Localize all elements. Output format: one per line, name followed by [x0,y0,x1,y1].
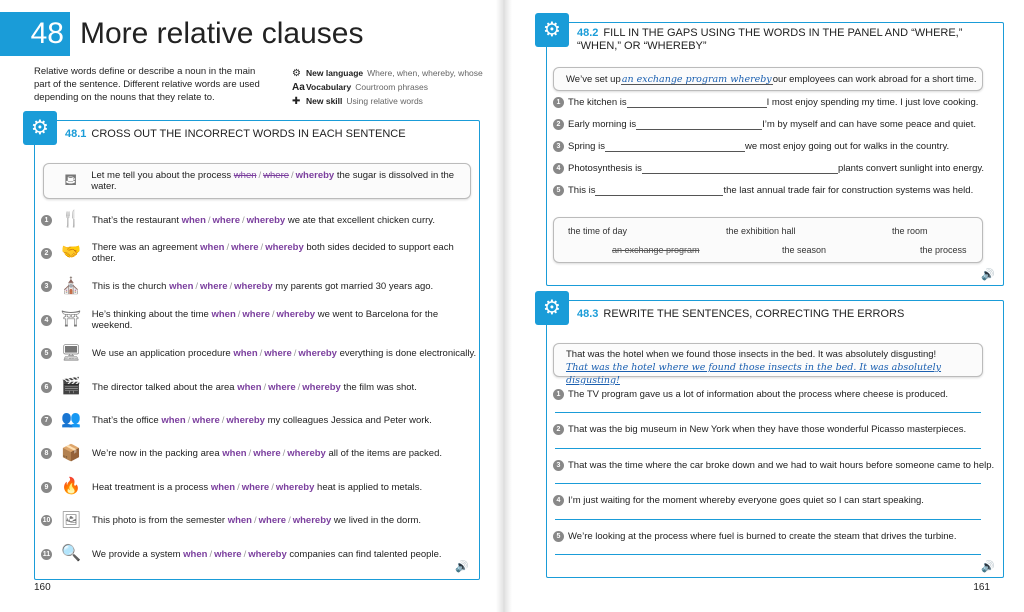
answer-line[interactable] [555,554,981,555]
item-number: 3 [553,460,564,471]
item-sentence: That’s the office when / where / whereby my colleagues Jessica and Peter work. [92,414,432,426]
option-where[interactable]: where [268,381,296,393]
item-sentence: This photo is from the semester when / where / whereby we lived in the dorm. [92,515,422,527]
option-whereby[interactable]: whereby [276,309,316,321]
item-sentence: We’re now in the packing area when / where / whereby all of the items are packed. [92,448,443,460]
gears-icon: ⚙ [292,67,301,79]
item-number: 8 [41,448,52,459]
exercise-item [41,274,433,300]
example-answer: That was the hotel where we found those insects in the bed. It was absolutely disgusting! [566,362,942,386]
item-sentence: The director talked about the area when / where / whereby the film was shot. [92,381,417,393]
handshake-icon: 🤝 [60,244,81,262]
photo-icon: 🖼 [60,511,82,529]
panel-word: the room [892,226,928,236]
aa-icon: Aa [292,81,305,93]
option-where[interactable]: where [264,348,292,360]
exercise-item: 4 Photosynthesis is plants convert sunlight into energy. [553,157,984,179]
exercise-item: 1 The TV program gave us a lot of information about the process where cheese is produced. [553,385,948,403]
puzzle-icon: ✚ [292,95,301,107]
item-number: 4 [41,315,52,326]
exercise-48-1 [31,117,480,580]
item-number: 10 [42,517,51,525]
option-whereby[interactable]: whereby [265,242,304,254]
option-when[interactable]: when [237,381,262,393]
panel-word: the exhibition hall [726,226,796,236]
exercise-item [41,374,417,400]
option-whereby[interactable]: whereby [275,481,315,493]
exercise-48-3 [543,297,1004,578]
exercise-item: 3 That was the time where the car broke down and we had to wait hours before someone came to help. [553,456,994,474]
item-number: 2 [553,119,564,130]
exercise-item: 5 We’re looking at the process where fuel is burned to create the steam that drives the turbine. [553,527,956,545]
example-box: We’ve set up an exchange program whereby our employees can work abroad for a short time. [553,67,983,91]
option-where[interactable]: where [253,448,281,460]
unit-number: 48 [0,12,70,56]
panel-word: the process [920,245,967,255]
gear-icon: ⚙ [535,13,569,47]
answer-line[interactable] [555,448,981,449]
option-where[interactable]: where [258,515,287,527]
item-sentence: This is the church when / where / whereby my parents got married 30 years ago. [92,281,434,293]
option-where[interactable]: where [212,214,240,226]
item-number: 3 [553,141,564,152]
option-when[interactable]: when [183,548,208,560]
example-box [553,343,983,386]
item-number: 2 [41,248,52,259]
option-where[interactable]: where [192,414,220,426]
item-number: 11 [42,550,51,558]
option-whereby[interactable]: whereby [234,281,273,293]
exercise-item [41,441,442,467]
exercise-item [41,508,421,534]
option-whereby[interactable]: whereby [298,348,337,360]
audio-icon[interactable]: 🔊 [455,561,469,573]
option-whereby[interactable]: whereby [226,414,265,426]
cathedral-icon: ⛩ [60,311,82,329]
gear-icon: ⚙ [23,111,57,145]
unit-meta [292,66,492,108]
item-number: 7 [41,415,52,426]
meta-new-skill: ✚ New skill Using relative words [292,95,423,107]
item-sentence: We use an application procedure when / where / whereby everything is done electronically. [92,348,477,360]
item-number: 5 [553,531,564,542]
exercise-item [41,240,479,266]
item-sentence: We provide a system when / where / whereby companies can find talented people. [92,548,442,560]
audio-icon[interactable]: 🔊 [981,561,995,573]
meta-vocabulary: Aa Vocabulary Courtroom phrases [292,81,428,93]
answer-gap[interactable] [627,97,767,108]
page-number-left: 160 [34,582,51,593]
item-sentence: There was an agreement when / where / whereby both sides decided to support each other. [91,242,454,265]
box-icon: 📦 [61,444,81,462]
answer-gap[interactable] [636,119,762,130]
office-icon: 👥 [61,411,81,429]
heat-icon: 🔥 [61,478,81,496]
answer-gap[interactable] [642,163,838,174]
item-number: 1 [41,215,52,226]
exercise-title-line2: “WHEN,” OR “WHEREBY” [577,40,707,52]
exercise-number: 48.2 [577,27,599,39]
option-whereby[interactable]: whereby [302,381,341,393]
option-when[interactable]: when [200,242,225,254]
option-where[interactable]: where [200,281,228,293]
word-panel [553,217,983,263]
meta-new-language: ⚙ New language Where, when, whereby, whose [292,67,483,79]
option-when[interactable]: when [233,348,258,360]
unit-title: More relative clauses [80,17,364,50]
exercise-title: FILL IN THE GAPS USING THE WORDS IN THE PANEL AND “WHERE,” [603,27,963,39]
exercise-item: 2 That was the big museum in New York when they have those wonderful Picasso masterpieces. [553,421,966,439]
example-box [43,163,471,199]
exercise-item [41,207,435,233]
answer-line[interactable] [555,519,981,520]
exercise-item: 4 I’m just waiting for the moment whereby everyone goes quiet so I can start speaking. [553,492,924,510]
exercise-number: 48.3 [577,308,599,320]
option-where[interactable]: where [231,242,259,254]
exercise-item [41,341,476,367]
item-sentence: Heat treatment is a process when / where / whereby heat is applied to metals. [92,481,423,493]
exercise-item: 5 This is the last annual trade fair for construction systems was held. [553,179,973,201]
exercise-item: 1 The kitchen is I most enjoy spending my time. I just love cooking. [553,91,978,113]
exercise-item [41,307,479,333]
option-whereby[interactable]: whereby [287,448,326,460]
option-when[interactable]: when [222,448,247,460]
option-where[interactable]: where [241,481,270,493]
item-number: 3 [41,281,52,292]
option-when[interactable]: when [161,414,186,426]
item-number: 4 [553,163,564,174]
exercise-item [41,541,442,567]
exercise-item: 2 Early morning is I’m by myself and can have some peace and quiet. [553,113,976,135]
book-gutter [496,0,512,612]
magnifier-icon: 🔍 [61,545,81,562]
item-number: 5 [553,185,564,196]
panel-word: the time of day [568,226,628,236]
item-number: 5 [41,348,52,359]
option-when[interactable]: when [211,309,236,321]
option-where[interactable]: where [214,548,242,560]
restaurant-icon: 🍴 [61,211,81,228]
item-number: 9 [41,482,52,493]
spoon-glass-icon: ⛾ [64,172,78,189]
item-sentence: He’s thinking about the time when / where / whereby we went to Barcelona for the weekend. [91,309,439,332]
answer-gap[interactable] [605,141,745,152]
gear-icon: ⚙ [535,291,569,325]
item-sentence: That’s the restaurant when / where / whereby we ate that excellent chicken curry. [92,214,435,226]
church-icon: ⛪ [61,277,81,295]
item-number: 6 [41,382,52,393]
option-when[interactable]: when [169,281,194,293]
option-when[interactable]: when [227,515,252,527]
option-where[interactable]: where [242,309,270,321]
option-when[interactable]: when [210,481,236,493]
exercise-number: 48.1 [65,128,87,140]
exercise-item: 3 Spring is we most enjoy going out for walks in the country. [553,135,949,157]
answer-gap[interactable] [595,185,723,196]
exercise-title: CROSS OUT THE INCORRECT WORDS IN EACH SENTENCE [91,128,406,140]
exercise-item [41,407,432,433]
example-gap: an exchange program whereby [621,73,772,85]
panel-word: an exchange program [612,245,700,255]
example-sentence: Let me tell you about the process when / where / whereby the sugar is dissolved in the water. [91,170,455,192]
option-when[interactable]: when [181,214,206,226]
option-whereby[interactable]: whereby [248,548,287,560]
item-number: 1 [553,389,564,400]
left-page [0,0,496,612]
exercise-item [41,474,422,500]
item-number: 4 [553,495,564,506]
page-number-right: 161 [973,582,990,593]
answer-line[interactable] [555,483,981,484]
option-whereby[interactable]: whereby [246,214,286,226]
film-icon: 🎬 [61,378,81,395]
answer-line[interactable] [555,412,981,413]
option-whereby[interactable]: whereby [292,515,332,527]
exercise-48-2 [543,19,1004,286]
example-original: That was the hotel when we found those insects in the bed. It was absolutely disgusting! [566,349,937,360]
computer-icon: 🖥 [60,344,82,362]
unit-intro: Relative words define or describe a noun in the main part of the sentence. Different relative words are used depending on the nouns that they relate to. [34,66,260,103]
item-number: 1 [553,97,564,108]
right-page [512,0,1024,612]
item-number: 2 [553,424,564,435]
exercise-title: REWRITE THE SENTENCES, CORRECTING THE ERRORS [603,308,905,320]
audio-icon[interactable]: 🔊 [981,269,995,281]
panel-word: the season [782,245,827,255]
